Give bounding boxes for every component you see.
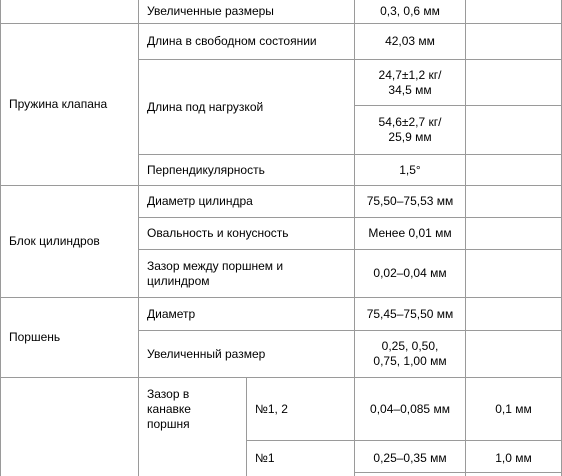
limit-piston-oversize [466, 331, 561, 377]
limit-piston-diameter [466, 298, 561, 330]
value-ovality: Менее 0,01 мм [368, 226, 452, 240]
group-rings [1, 378, 138, 476]
param-cylinder-diameter: Диаметр цилиндра [147, 194, 253, 208]
limit-ring-gap: 1,0 мм [495, 451, 532, 465]
param-ovality: Овальность и конусность [147, 226, 289, 240]
value-groove-gap: 0,04–0,085 мм [370, 401, 450, 416]
param-load-length: Длина под нагрузкой [147, 99, 264, 114]
limit-groove-gap: 0,1 мм [495, 401, 532, 416]
value-perpendicularity: 1,5° [399, 162, 421, 177]
value-piston-oversize: 0,25, 0,50, 0,75, 1,00 мм [373, 339, 447, 368]
param-perpendicularity: Перпендикулярность [147, 162, 265, 177]
limit-load-length-2 [466, 106, 561, 154]
limit-ovality [466, 218, 561, 249]
param-piston-oversize: Увеличенный размер [147, 346, 266, 361]
value-free-length: 42,03 мм [385, 34, 435, 48]
limit-piston-cylinder-gap [466, 250, 561, 297]
group-piston: Поршень [9, 330, 61, 344]
value-piston-cylinder-gap: 0,02–0,04 мм [373, 266, 447, 280]
limit-cell [466, 0, 561, 23]
limit-load-length-1 [466, 60, 561, 105]
value-cylinder-diameter: 75,50–75,53 мм [366, 194, 454, 208]
param-groove-gap: Зазор в канавке поршня [147, 386, 191, 431]
subparam-ring-1-2: №1, 2 [255, 401, 288, 416]
value-piston-diameter: 75,45–75,50 мм [366, 306, 454, 321]
param-piston-diameter: Диаметр [147, 306, 196, 321]
group-cylinder-block: Блок цилиндров [9, 234, 100, 248]
param-free-length: Длина в свободном состоянии [147, 34, 317, 48]
value-load-length-2: 54,6±2,7 кг/ 25,9 мм [378, 115, 442, 144]
param-piston-cylinder-gap: Зазор между поршнем и цилиндром [147, 258, 284, 288]
group-valve-spring: Пружина клапана [9, 97, 108, 111]
subparam-ring-1: №1 [255, 451, 275, 465]
limit-perpendicularity [466, 155, 561, 185]
limit-free-length [466, 24, 561, 59]
param-next [139, 441, 246, 476]
param-oversize-cell: Увеличенные размеры [147, 4, 274, 18]
value-cell: 0,3, 0,6 мм [380, 4, 440, 18]
limit-cylinder-diameter [466, 186, 561, 217]
value-ring-gap: 0,25–0,35 мм [373, 451, 447, 465]
value-load-length-1: 24,7±1,2 кг/ 34,5 мм [378, 67, 442, 97]
